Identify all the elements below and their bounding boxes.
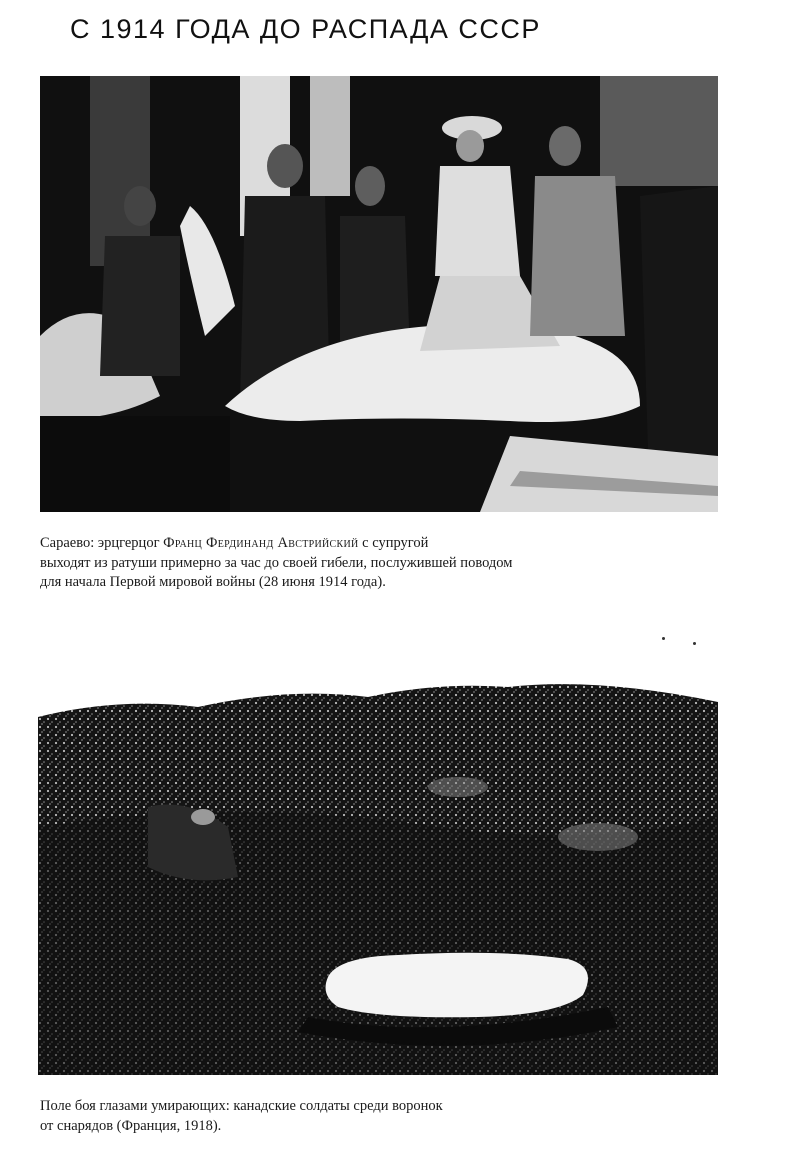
caption-sarajevo-line-1: Сараево: эрцгерцог Франц Фердинанд Австрийский с супругой	[40, 535, 429, 551]
caption-battlefield	[40, 1097, 720, 1136]
archduke-name: Франц Фердинанд Австрийский	[163, 535, 359, 551]
photo-sarajevo-image	[40, 76, 718, 512]
photo-sarajevo	[40, 76, 718, 512]
caption-sarajevo-line-3: для начала Первой мировой войны (28 июня 1914 года).	[40, 574, 386, 590]
caption-battlefield-line-2: от снарядов (Франция, 1918).	[40, 1117, 222, 1134]
caption-battlefield-line-1: Поле боя глазами умирающих: канадские солдаты среди воронок	[40, 1098, 443, 1114]
photo-battlefield	[38, 677, 718, 1075]
scan-speck	[693, 642, 696, 645]
scan-speck	[662, 637, 665, 640]
caption-sarajevo-line-2: выходят из ратуши примерно за час до своей гибели, послужившей поводом	[40, 554, 513, 571]
caption-sarajevo	[40, 534, 720, 593]
photo-battlefield-image	[38, 677, 718, 1075]
page-title: С 1914 ГОДА ДО РАСПАДА СССР	[70, 14, 541, 44]
